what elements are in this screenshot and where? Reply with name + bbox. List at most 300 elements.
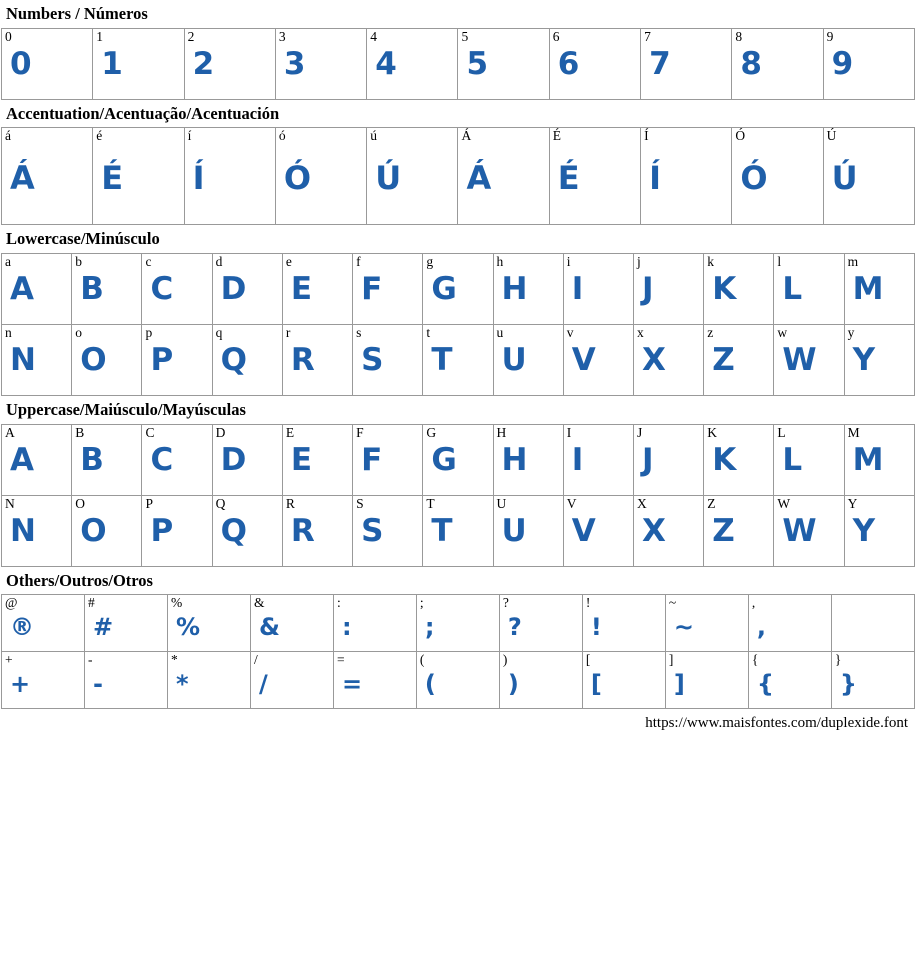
glyph-cell-content bbox=[185, 128, 275, 224]
glyph-sample: 4 bbox=[375, 45, 397, 82]
glyph-label: @ bbox=[5, 595, 18, 611]
glyph-label: h bbox=[496, 253, 504, 269]
glyph-label: p bbox=[145, 324, 153, 340]
glyph-cell-content bbox=[634, 325, 703, 395]
glyph-sample: ( bbox=[424, 670, 436, 699]
glyph-cell-content bbox=[353, 425, 422, 495]
glyph-cell[interactable] bbox=[84, 652, 167, 709]
glyph-cell-content bbox=[774, 425, 843, 495]
glyph-cell[interactable] bbox=[2, 424, 72, 495]
glyph-cell[interactable] bbox=[633, 253, 703, 324]
section-title-numbers: Numbers / Números bbox=[6, 4, 148, 23]
glyph-sample: - bbox=[92, 670, 103, 699]
glyph-label: a bbox=[5, 253, 11, 269]
glyph-label: K bbox=[707, 424, 717, 440]
glyph-label: w bbox=[777, 324, 788, 340]
glyph-label: O bbox=[75, 495, 85, 511]
glyph-cell[interactable] bbox=[72, 324, 142, 395]
glyph-cell[interactable] bbox=[2, 28, 93, 99]
glyph-label: n bbox=[5, 324, 12, 340]
glyph-label: M bbox=[847, 424, 860, 440]
glyph-cell[interactable] bbox=[423, 324, 493, 395]
glyph-cell[interactable] bbox=[275, 128, 366, 225]
glyph-sample: F bbox=[361, 441, 383, 478]
glyph-sample: M bbox=[852, 441, 884, 478]
glyph-cell-content bbox=[168, 595, 250, 651]
glyph-cell[interactable] bbox=[423, 495, 493, 566]
glyph-label: b bbox=[75, 253, 82, 269]
glyph-label: J bbox=[636, 424, 643, 440]
glyph-label: ~ bbox=[668, 595, 677, 611]
glyph-cell-content bbox=[564, 496, 633, 566]
glyph-cell[interactable] bbox=[633, 424, 703, 495]
glyph-cell[interactable] bbox=[167, 595, 250, 652]
glyph-cell-content bbox=[213, 325, 282, 395]
glyph-cell[interactable] bbox=[367, 28, 458, 99]
glyph-sample: Q bbox=[220, 341, 248, 378]
glyph-label: ] bbox=[668, 652, 674, 668]
glyph-sample: B bbox=[80, 441, 104, 478]
glyph-row bbox=[2, 495, 915, 566]
glyph-cell[interactable] bbox=[704, 495, 774, 566]
glyph-sample: Í bbox=[649, 159, 661, 198]
glyph-sample: 3 bbox=[283, 45, 306, 82]
glyph-cell[interactable] bbox=[184, 28, 275, 99]
glyph-cell[interactable] bbox=[774, 324, 844, 395]
glyph-cell[interactable] bbox=[493, 495, 563, 566]
glyph-cell-content bbox=[2, 29, 92, 99]
glyph-cell-content bbox=[704, 425, 773, 495]
glyph-cell-content bbox=[142, 496, 211, 566]
glyph-cell[interactable] bbox=[732, 28, 823, 99]
glyph-cell[interactable] bbox=[823, 128, 914, 225]
glyph-sample: S bbox=[361, 512, 384, 549]
glyph-cell[interactable] bbox=[704, 424, 774, 495]
glyph-label: Í bbox=[644, 128, 649, 144]
glyph-label: l bbox=[777, 253, 782, 269]
glyph-cell-content bbox=[458, 128, 548, 224]
glyph-label: f bbox=[356, 253, 361, 269]
glyph-label: % bbox=[170, 595, 183, 611]
glyph-label: ó bbox=[278, 128, 286, 144]
glyph-table-numbers bbox=[1, 28, 915, 100]
glyph-sample: K bbox=[712, 441, 737, 478]
glyph-cell[interactable] bbox=[212, 253, 282, 324]
glyph-row bbox=[2, 595, 915, 652]
glyph-cell-content bbox=[367, 29, 457, 99]
glyph-sample: , bbox=[756, 613, 766, 642]
glyph-cell[interactable] bbox=[72, 424, 142, 495]
glyph-cell-content bbox=[93, 29, 183, 99]
glyph-sample: Á bbox=[10, 159, 35, 198]
glyph-cell[interactable] bbox=[665, 652, 748, 709]
glyph-label: i bbox=[566, 253, 571, 269]
glyph-sample: A bbox=[10, 270, 34, 307]
glyph-sample: ; bbox=[424, 613, 435, 642]
glyph-label: 8 bbox=[735, 28, 743, 44]
glyph-label: Z bbox=[707, 495, 716, 511]
glyph-cell-content bbox=[494, 325, 563, 395]
glyph-cell-content bbox=[732, 128, 822, 224]
glyph-label: 3 bbox=[278, 28, 286, 44]
glyph-label: G bbox=[426, 424, 437, 440]
glyph-sample: U bbox=[501, 341, 527, 378]
glyph-cell[interactable] bbox=[184, 128, 275, 225]
glyph-cell[interactable] bbox=[142, 324, 212, 395]
glyph-label: : bbox=[336, 595, 341, 611]
glyph-sample: U bbox=[501, 512, 527, 549]
glyph-cell[interactable] bbox=[844, 424, 914, 495]
glyph-cell[interactable] bbox=[641, 128, 732, 225]
glyph-cell[interactable] bbox=[458, 128, 549, 225]
glyph-cell-content bbox=[185, 29, 275, 99]
glyph-cell-content bbox=[704, 254, 773, 324]
glyph-sample: J bbox=[641, 441, 654, 478]
glyph-cell-content bbox=[749, 652, 831, 708]
glyph-sample: 1 bbox=[101, 45, 123, 82]
glyph-label: e bbox=[285, 253, 292, 269]
glyph-cell[interactable] bbox=[84, 595, 167, 652]
glyph-label: 4 bbox=[370, 28, 377, 44]
glyph-cell[interactable] bbox=[282, 424, 352, 495]
glyph-cell[interactable] bbox=[212, 324, 282, 395]
glyph-label: t bbox=[426, 324, 431, 340]
glyph-cell[interactable] bbox=[212, 495, 282, 566]
glyph-table-upper bbox=[1, 424, 915, 567]
glyph-cell-content bbox=[353, 496, 422, 566]
glyph-sample: G bbox=[431, 270, 457, 307]
glyph-cell[interactable] bbox=[633, 324, 703, 395]
glyph-cell[interactable] bbox=[72, 253, 142, 324]
glyph-cell[interactable] bbox=[549, 28, 640, 99]
glyph-sample: ® bbox=[10, 613, 34, 642]
glyph-sample: 2 bbox=[192, 45, 215, 82]
glyph-cell-content bbox=[213, 254, 282, 324]
glyph-cell-content bbox=[2, 496, 71, 566]
glyph-label: é bbox=[96, 128, 103, 144]
glyph-table-others bbox=[1, 594, 915, 709]
glyph-label: s bbox=[356, 324, 362, 340]
glyph-label: q bbox=[215, 324, 223, 340]
glyph-cell-content bbox=[423, 325, 492, 395]
glyph-sample: T bbox=[431, 512, 453, 549]
glyph-sample: / bbox=[258, 670, 268, 699]
glyph-cell-content bbox=[550, 128, 640, 224]
glyph-sample: P bbox=[150, 341, 174, 378]
glyph-cell[interactable] bbox=[831, 595, 914, 652]
glyph-cell-content bbox=[774, 496, 843, 566]
glyph-label: P bbox=[145, 495, 153, 511]
glyph-cell[interactable] bbox=[748, 595, 831, 652]
glyph-cell[interactable] bbox=[423, 424, 493, 495]
glyph-sample: V bbox=[571, 512, 596, 549]
glyph-label: # bbox=[87, 595, 95, 611]
glyph-label: T bbox=[426, 495, 435, 511]
glyph-label: & bbox=[253, 595, 265, 611]
glyph-cell[interactable] bbox=[563, 253, 633, 324]
glyph-cell-content bbox=[564, 325, 633, 395]
glyph-cell-content bbox=[72, 254, 141, 324]
glyph-cell[interactable] bbox=[212, 424, 282, 495]
glyph-cell-content bbox=[367, 128, 457, 224]
glyph-sample: V bbox=[571, 341, 596, 378]
glyph-cell[interactable] bbox=[416, 652, 499, 709]
glyph-cell-content bbox=[72, 496, 141, 566]
glyph-label: N bbox=[5, 495, 15, 511]
glyph-label: v bbox=[566, 324, 574, 340]
glyph-sample: K bbox=[712, 270, 737, 307]
glyph-cell[interactable] bbox=[499, 652, 582, 709]
glyph-sample: Í bbox=[192, 159, 205, 198]
glyph-sample: Ó bbox=[740, 159, 768, 198]
glyph-cell-content bbox=[334, 595, 416, 651]
glyph-cell[interactable] bbox=[2, 595, 85, 652]
glyph-cell[interactable] bbox=[353, 324, 423, 395]
glyph-cell[interactable] bbox=[2, 495, 72, 566]
glyph-sample: E bbox=[290, 441, 313, 478]
glyph-label: E bbox=[285, 424, 295, 440]
glyph-label: o bbox=[75, 324, 82, 340]
glyph-cell-content bbox=[283, 325, 352, 395]
glyph-cell[interactable] bbox=[282, 253, 352, 324]
glyph-cell-content bbox=[550, 29, 640, 99]
glyph-label: Y bbox=[847, 495, 858, 511]
glyph-label: ? bbox=[502, 595, 509, 611]
glyph-sample: 0 bbox=[10, 45, 32, 82]
glyph-cell-content bbox=[142, 425, 211, 495]
glyph-sample: N bbox=[10, 341, 36, 378]
glyph-label: D bbox=[215, 424, 226, 440]
glyph-label: Ú bbox=[826, 128, 837, 144]
glyph-cell[interactable] bbox=[282, 324, 352, 395]
glyph-label: / bbox=[253, 652, 258, 668]
glyph-cell[interactable] bbox=[493, 324, 563, 395]
glyph-sample: O bbox=[80, 341, 107, 378]
glyph-cell[interactable] bbox=[774, 424, 844, 495]
glyph-cell-content bbox=[276, 128, 366, 224]
glyph-label: + bbox=[5, 652, 13, 668]
glyph-cell[interactable] bbox=[633, 495, 703, 566]
glyph-cell[interactable] bbox=[774, 495, 844, 566]
glyph-label: U bbox=[496, 495, 507, 511]
glyph-cell[interactable] bbox=[823, 28, 914, 99]
glyph-cell[interactable] bbox=[831, 652, 914, 709]
glyph-sample: W bbox=[782, 512, 817, 549]
glyph-sample: X bbox=[641, 512, 666, 549]
glyph-cell[interactable] bbox=[2, 324, 72, 395]
glyph-sample: A bbox=[10, 441, 34, 478]
glyph-cell[interactable] bbox=[665, 595, 748, 652]
glyph-cell-content bbox=[641, 29, 731, 99]
glyph-label: y bbox=[847, 324, 855, 340]
glyph-sample: Y bbox=[852, 512, 876, 549]
glyph-sample: C bbox=[150, 270, 174, 307]
glyph-sample: P bbox=[150, 512, 174, 549]
glyph-cell-content bbox=[824, 29, 914, 99]
glyph-cell[interactable] bbox=[142, 253, 212, 324]
glyph-cell-content bbox=[704, 496, 773, 566]
glyph-label: - bbox=[87, 652, 93, 668]
glyph-cell-content bbox=[494, 254, 563, 324]
glyph-cell-content bbox=[774, 254, 843, 324]
glyph-sample: Ó bbox=[283, 159, 312, 198]
glyph-cell[interactable] bbox=[353, 495, 423, 566]
glyph-sample: L bbox=[782, 441, 803, 478]
glyph-cell-content bbox=[353, 254, 422, 324]
glyph-cell-content bbox=[353, 325, 422, 395]
glyph-row bbox=[2, 28, 915, 99]
glyph-cell[interactable] bbox=[353, 424, 423, 495]
glyph-sample: 9 bbox=[831, 45, 854, 82]
glyph-cell[interactable] bbox=[282, 495, 352, 566]
glyph-sample: Z bbox=[712, 341, 735, 378]
source-url[interactable]: https://www.maisfontes.com/duplexide.font bbox=[645, 715, 908, 732]
glyph-cell-content bbox=[93, 128, 183, 224]
glyph-cell[interactable] bbox=[493, 424, 563, 495]
glyph-cell-content bbox=[417, 595, 499, 651]
glyph-sample: Á bbox=[466, 159, 492, 198]
glyph-cell-content bbox=[2, 254, 71, 324]
glyph-cell-content bbox=[72, 425, 141, 495]
glyph-sample: 8 bbox=[740, 45, 762, 82]
glyph-cell[interactable] bbox=[563, 424, 633, 495]
glyph-cell[interactable] bbox=[844, 253, 914, 324]
glyph-cell[interactable] bbox=[72, 495, 142, 566]
glyph-cell[interactable] bbox=[250, 595, 333, 652]
glyph-cell-content bbox=[494, 425, 563, 495]
glyph-sample: X bbox=[641, 341, 666, 378]
glyph-cell[interactable] bbox=[844, 495, 914, 566]
glyph-cell[interactable] bbox=[748, 652, 831, 709]
glyph-sample: F bbox=[361, 270, 383, 307]
glyph-table-accents bbox=[1, 127, 915, 225]
glyph-label: C bbox=[145, 424, 155, 440]
glyph-cell[interactable] bbox=[499, 595, 582, 652]
glyph-cell[interactable] bbox=[93, 28, 184, 99]
glyph-label: 9 bbox=[826, 28, 834, 44]
glyph-label: ( bbox=[419, 652, 425, 668]
glyph-label: í bbox=[187, 128, 192, 144]
glyph-cell-content bbox=[142, 325, 211, 395]
glyph-cell-content bbox=[634, 425, 703, 495]
glyph-sample: É bbox=[557, 159, 580, 198]
glyph-cell[interactable] bbox=[367, 128, 458, 225]
glyph-sample: H bbox=[501, 270, 528, 307]
glyph-sample: I bbox=[571, 270, 584, 307]
glyph-cell-content bbox=[142, 254, 211, 324]
glyph-label: á bbox=[5, 128, 11, 144]
glyph-cell-content bbox=[824, 128, 914, 224]
glyph-row bbox=[2, 324, 915, 395]
glyph-sample: R bbox=[290, 512, 315, 549]
glyph-cell[interactable] bbox=[493, 253, 563, 324]
glyph-sample: W bbox=[782, 341, 817, 378]
glyph-cell[interactable] bbox=[563, 324, 633, 395]
glyph-sample: Z bbox=[712, 512, 735, 549]
glyph-cell[interactable] bbox=[582, 652, 665, 709]
glyph-sample: : bbox=[341, 613, 352, 642]
glyph-cell[interactable] bbox=[250, 652, 333, 709]
glyph-cell[interactable] bbox=[582, 595, 665, 652]
glyph-sample: M bbox=[852, 270, 884, 307]
glyph-cell[interactable] bbox=[704, 324, 774, 395]
glyph-label: * bbox=[170, 652, 178, 668]
glyph-sample: + bbox=[10, 670, 31, 699]
glyph-sample: * bbox=[175, 670, 189, 699]
glyph-cell-content bbox=[845, 496, 914, 566]
glyph-cell[interactable] bbox=[844, 324, 914, 395]
glyph-cell-content bbox=[845, 325, 914, 395]
glyph-sample: G bbox=[431, 441, 457, 478]
glyph-sample: 7 bbox=[649, 45, 671, 82]
glyph-cell-content bbox=[72, 325, 141, 395]
glyph-label: Ó bbox=[735, 128, 746, 144]
glyph-label: S bbox=[356, 495, 364, 511]
glyph-label: m bbox=[847, 253, 859, 269]
glyph-sample: L bbox=[782, 270, 803, 307]
glyph-cell[interactable] bbox=[704, 253, 774, 324]
glyph-cell[interactable] bbox=[732, 128, 823, 225]
glyph-cell[interactable] bbox=[2, 128, 93, 225]
glyph-sample: E bbox=[290, 270, 313, 307]
glyph-cell-content bbox=[423, 425, 492, 495]
glyph-label: = bbox=[336, 652, 345, 668]
glyph-cell[interactable] bbox=[423, 253, 493, 324]
glyph-cell[interactable] bbox=[333, 595, 416, 652]
glyph-label: 2 bbox=[187, 28, 195, 44]
section-title-others: Others/Outros/Otros bbox=[6, 570, 153, 590]
glyph-label: c bbox=[145, 253, 152, 269]
glyph-cell[interactable] bbox=[333, 652, 416, 709]
glyph-cell[interactable] bbox=[93, 128, 184, 225]
glyph-sample: { bbox=[756, 670, 774, 699]
glyph-cell[interactable] bbox=[416, 595, 499, 652]
glyph-cell[interactable] bbox=[2, 253, 72, 324]
glyph-label: d bbox=[215, 253, 223, 269]
glyph-cell-content bbox=[2, 652, 84, 708]
glyph-cell[interactable] bbox=[142, 424, 212, 495]
glyph-cell-content bbox=[2, 128, 92, 224]
glyph-sample: H bbox=[501, 441, 528, 478]
glyph-label: { bbox=[751, 652, 759, 668]
glyph-cell-content bbox=[634, 496, 703, 566]
glyph-cell[interactable] bbox=[774, 253, 844, 324]
glyph-cell[interactable] bbox=[458, 28, 549, 99]
glyph-sample: O bbox=[80, 512, 107, 549]
glyph-cell[interactable] bbox=[549, 128, 640, 225]
glyph-cell[interactable] bbox=[275, 28, 366, 99]
glyph-cell[interactable] bbox=[353, 253, 423, 324]
glyph-label: L bbox=[777, 424, 786, 440]
glyph-sample: S bbox=[361, 341, 384, 378]
glyph-cell-content bbox=[85, 652, 167, 708]
glyph-cell[interactable] bbox=[142, 495, 212, 566]
glyph-cell[interactable] bbox=[563, 495, 633, 566]
glyph-label: , bbox=[751, 595, 756, 611]
glyph-sample: Y bbox=[852, 341, 876, 378]
glyph-cell-content bbox=[666, 595, 748, 651]
glyph-label: A bbox=[5, 424, 15, 440]
glyph-label: ú bbox=[370, 128, 377, 144]
glyph-table-lower bbox=[1, 253, 915, 396]
glyph-cell[interactable] bbox=[2, 652, 85, 709]
glyph-sample: R bbox=[290, 341, 315, 378]
glyph-label: Á bbox=[461, 128, 472, 144]
glyph-cell-content bbox=[417, 652, 499, 708]
glyph-cell[interactable] bbox=[641, 28, 732, 99]
glyph-cell[interactable] bbox=[167, 652, 250, 709]
glyph-sample: ! bbox=[590, 613, 602, 642]
